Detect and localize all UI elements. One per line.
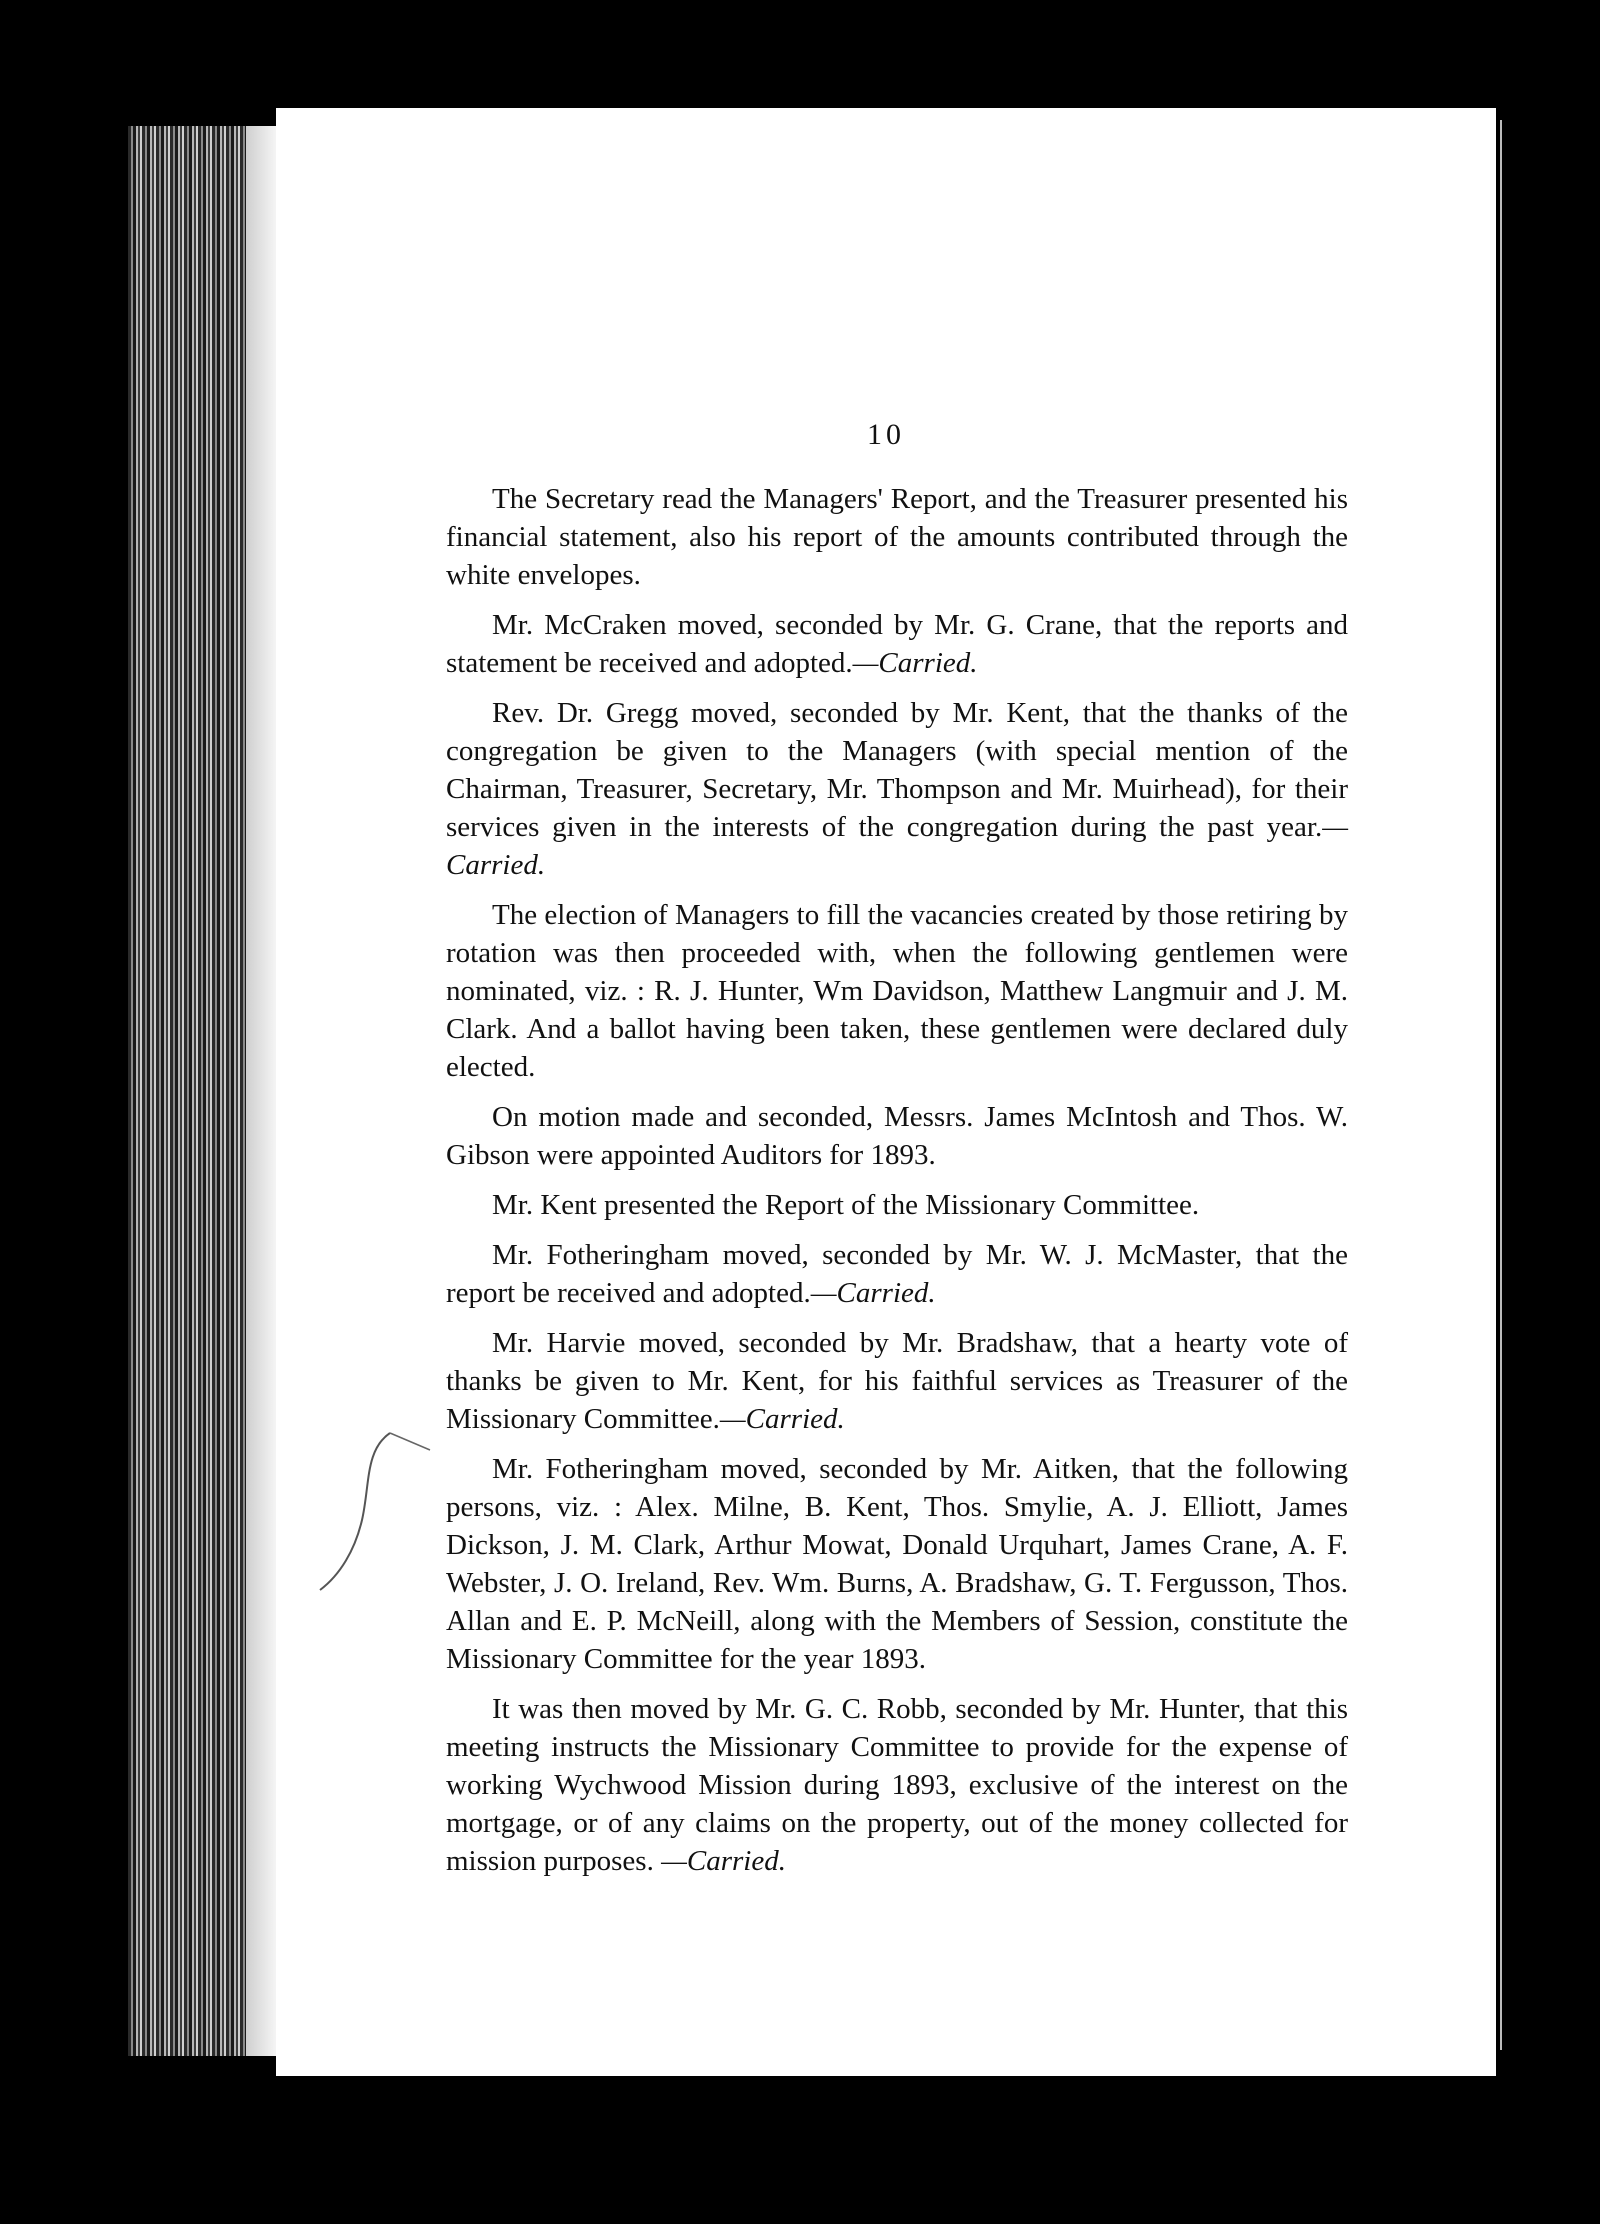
paragraph-thanks-managers	[446, 694, 1348, 884]
paragraph-text: It was then moved by Mr. G. C. Robb, seconded by Mr. Hunter, that this meeting instructs the Missionary Committee to provide for the expense of working Wychwood Mission during 1893, exclusive of the interest on the mortgage, or of any claims on the property, out of the money collected for mission purposes.	[446, 1693, 1348, 1877]
paragraph-auditors	[446, 1098, 1348, 1174]
paragraph-outcome: —Carried.	[661, 1845, 786, 1877]
paragraph-text: On motion made and seconded, Messrs. James McIntosh and Thos. W. Gibson were appointed Auditors for 1893.	[446, 1101, 1348, 1171]
paragraph-managers-report	[446, 480, 1348, 594]
paragraph-text: Mr. Fotheringham moved, seconded by Mr. Aitken, that the following persons, viz. : Alex. Milne, B. Kent, Thos. Smylie, A. J. Elliott, James Dickson, J. M. Clark, Arthur Mowat, Donald Urquhart, James Crane, A. F. Webster, J. O. Ireland, Rev. Wm. Burns, A. Bradshaw, G. T. Fergusson, Thos. Allan and E. P. McNeill, along with the Members of Session, constitute the Missionary Committee for the year 1893.	[446, 1453, 1348, 1675]
paragraph-text: The election of Managers to fill the vacancies created by those retiring by rotation was then proceeded with, when the following gentlemen were nominated, viz. : R. J. Hunter, Wm Davidson, Matthew Langmuir and J. M. Clark. And a ballot having been taken, these gentlemen were declared duly elected.	[446, 899, 1348, 1083]
paragraph-text: The Secretary read the Managers' Report, and the Treasurer presented his financial statement, also his report of the amounts contributed through the white envelopes.	[446, 483, 1348, 591]
paragraph-text: Mr. Kent presented the Report of the Missionary Committee.	[492, 1189, 1200, 1221]
paragraph-reports-adopted	[446, 606, 1348, 682]
paragraph-outcome: —Carried.	[852, 647, 978, 679]
paragraph-report-adopted	[446, 1236, 1348, 1312]
paragraph-wychwood-mission	[446, 1690, 1348, 1880]
page-edges	[128, 126, 276, 2056]
paragraph-thanks-kent	[446, 1324, 1348, 1438]
paragraph-election	[446, 896, 1348, 1086]
paragraph-outcome: —Carried.	[446, 811, 1348, 881]
paragraph-text: Mr. McCraken moved, seconded by Mr. G. Crane, that the reports and statement be received and adopted.	[446, 609, 1348, 679]
paragraph-committee-members	[446, 1450, 1348, 1678]
page-number: 10	[867, 418, 905, 451]
paragraph-text: Mr. Fotheringham moved, seconded by Mr. W. J. McMaster, that the report be received and adopted.	[446, 1239, 1348, 1309]
paragraph-text: Rev. Dr. Gregg moved, seconded by Mr. Kent, that the thanks of the congregation be given to the Managers (with special mention of the Chairman, Treasurer, Secretary, Mr. Thompson and Mr. Muirhead), for their services given in the interests of the congregation during the past year.	[446, 697, 1348, 843]
paragraph-outcome: —Carried.	[719, 1403, 845, 1435]
paragraph-text: Mr. Harvie moved, seconded by Mr. Bradshaw, that a hearty vote of thanks be given to Mr. Kent, for his faithful services as Treasurer of the Missionary Committee.	[446, 1327, 1348, 1435]
book-page	[276, 108, 1496, 2076]
right-edge-line	[1500, 120, 1502, 2050]
paragraph-outcome: —Carried.	[810, 1277, 936, 1309]
right-page-edge	[1496, 108, 1510, 2076]
paragraph-missionary-report	[446, 1186, 1348, 1224]
body-text	[446, 480, 1348, 1892]
